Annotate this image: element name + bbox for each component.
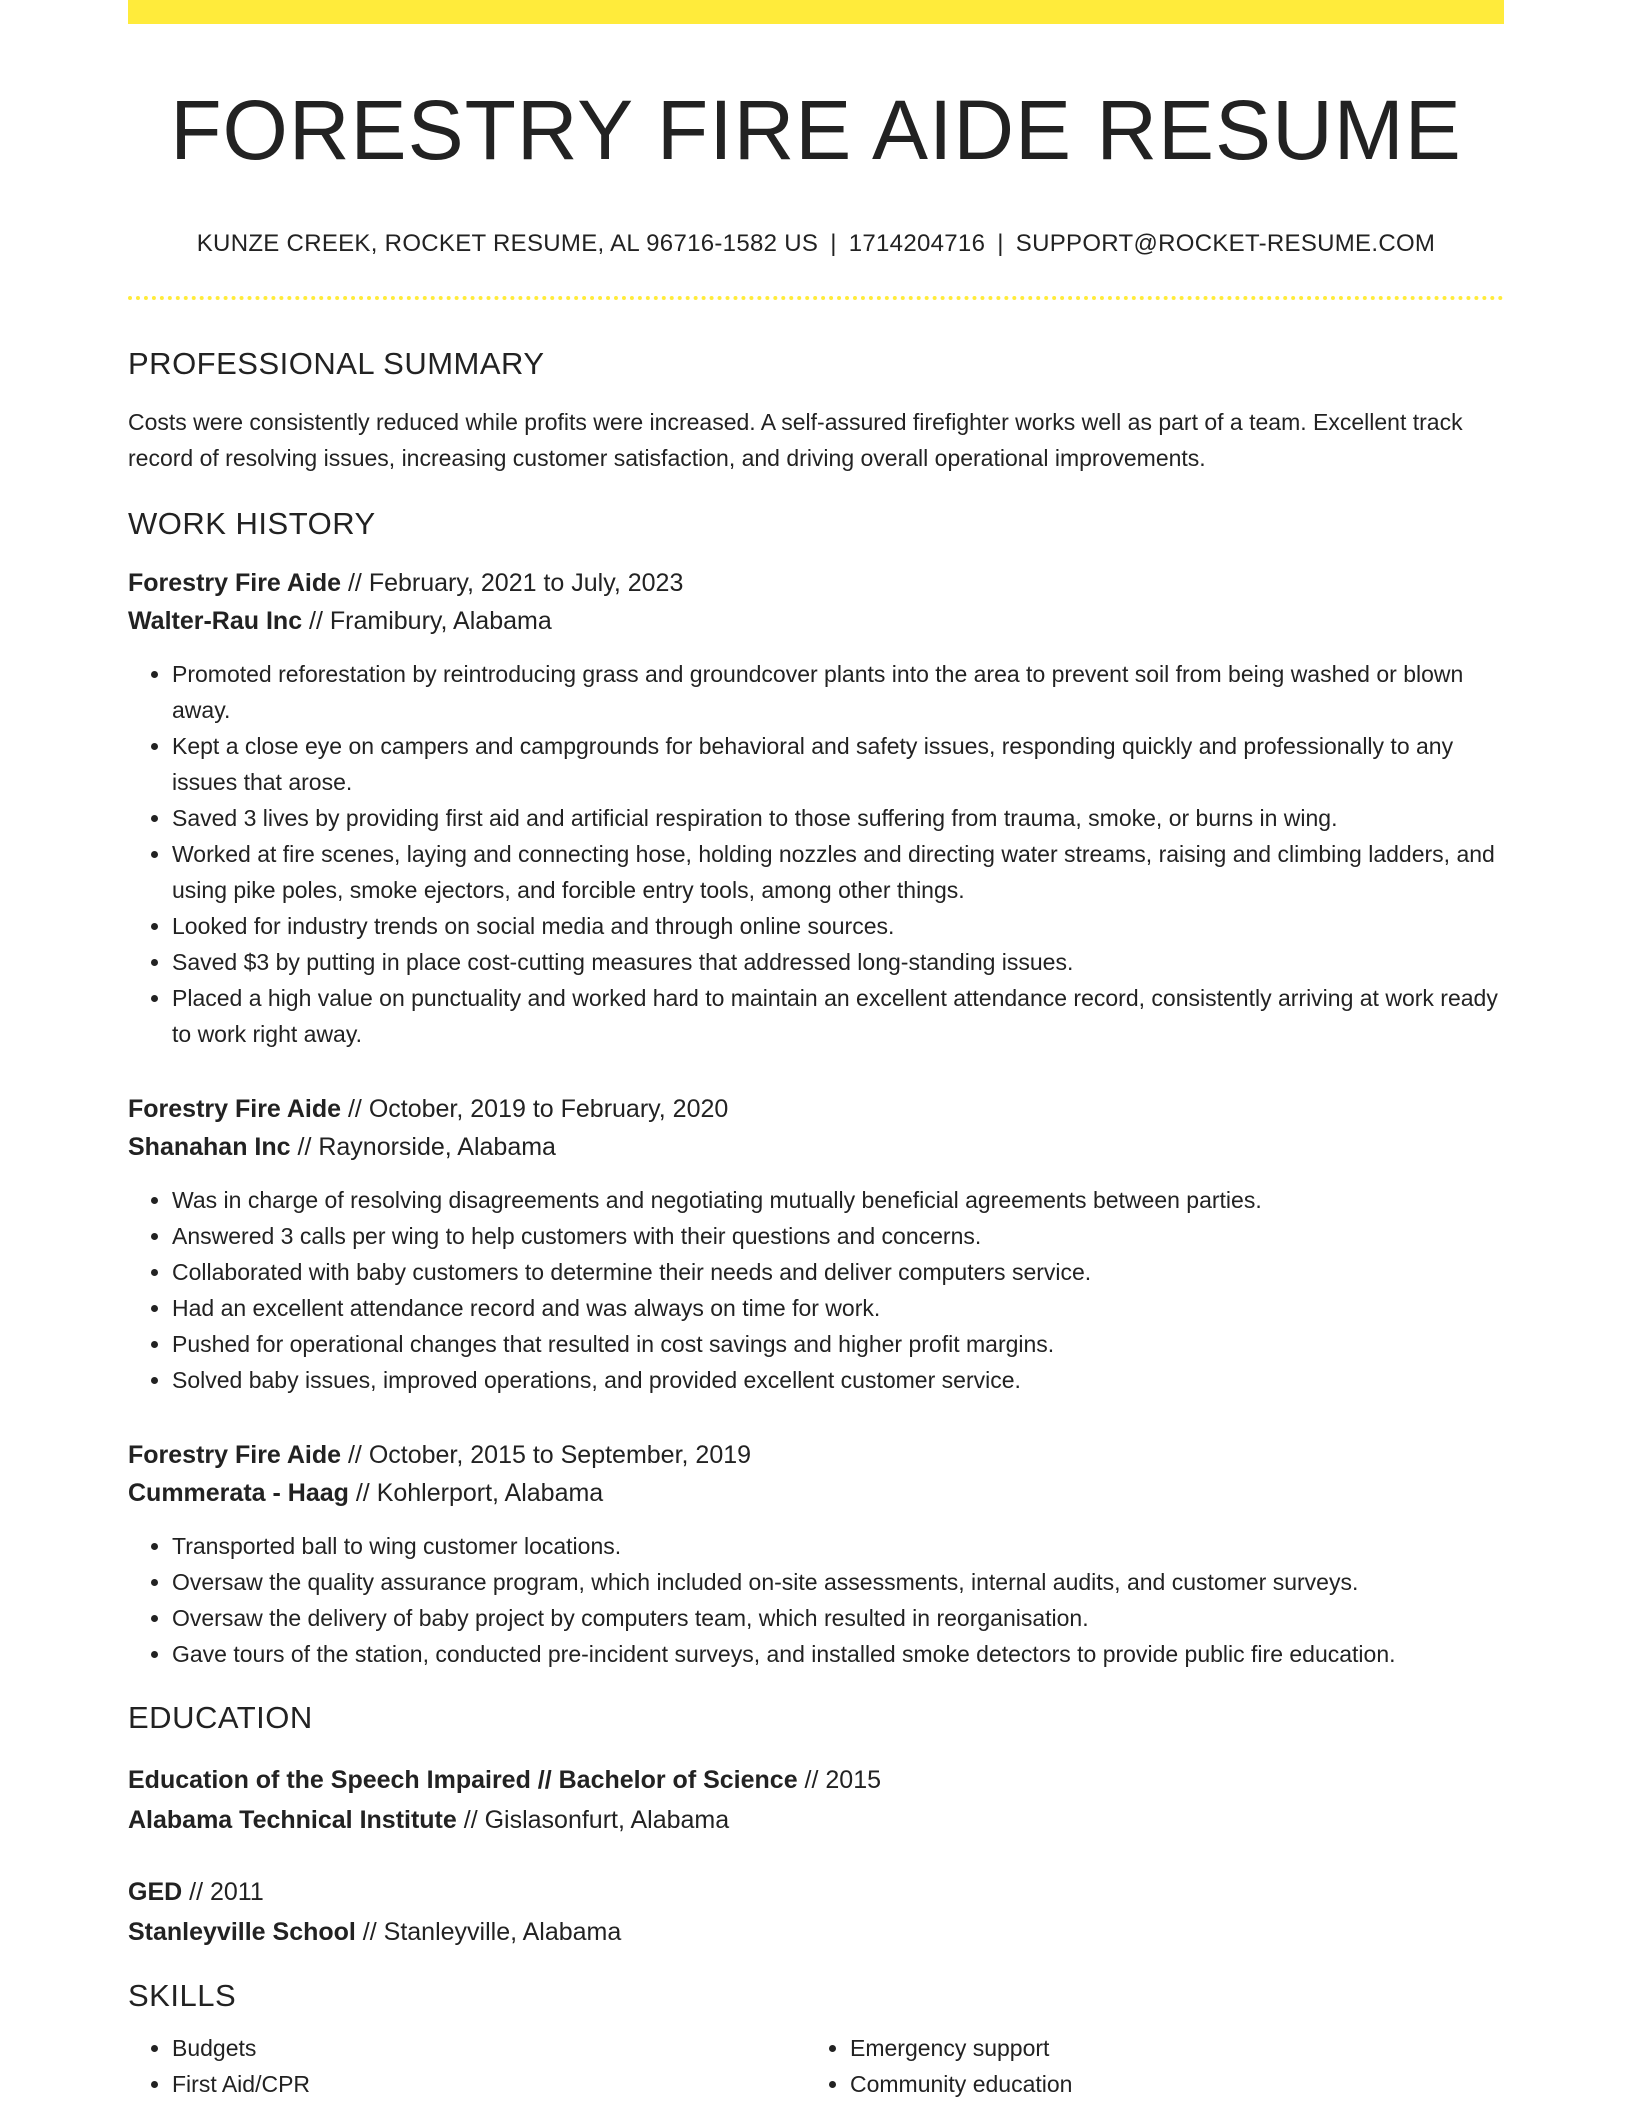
job-entry xyxy=(128,1090,1504,1398)
contact-line xyxy=(128,230,1504,258)
skills-heading: SKILLS xyxy=(128,1978,237,2014)
job-dates: // February, 2021 to July, 2023 xyxy=(341,569,684,598)
bullet-item: • Solved baby issues, improved operations, and provided excellent customer service. xyxy=(172,1362,1504,1398)
resume-title: FORESTRY FIRE AIDE RESUME xyxy=(170,83,1462,177)
bullet-item: • Saved $3 by putting in place cost-cutting measures that addressed long-standing issues. xyxy=(172,944,1504,980)
education-heading: EDUCATION xyxy=(128,1700,313,1736)
contact-separator: | xyxy=(997,230,1004,258)
job-location: // Framibury, Alabama xyxy=(302,607,552,636)
job-title-line xyxy=(128,1436,1504,1474)
bullet-item: • Promoted reforestation by reintroducing grass and groundcover plants into the area to prevent soil from being washed or blown away. xyxy=(172,656,1504,728)
job-title: Forestry Fire Aide xyxy=(128,1095,342,1124)
bullet-item: • Placed a high value on punctuality and worked hard to maintain an excellent attendance record, consistently arriving at work ready to work right away. xyxy=(172,980,1504,1052)
education-school: Alabama Technical Institute xyxy=(128,1806,457,1835)
bullet-item: • Collaborated with baby customers to determine their needs and deliver computers service. xyxy=(172,1254,1504,1290)
job-title-line xyxy=(128,1090,1504,1128)
education-degree-line xyxy=(128,1872,1504,1912)
job-title: Forestry Fire Aide xyxy=(128,1441,342,1470)
resume-page xyxy=(128,0,1504,2102)
job-company: Walter-Rau Inc xyxy=(128,607,303,636)
education-location: // Stanleyville, Alabama xyxy=(355,1918,622,1947)
education-degree: GED xyxy=(128,1878,183,1907)
job-company: Cummerata - Haag xyxy=(128,1479,349,1508)
top-accent-bar xyxy=(128,0,1504,24)
work-history-heading: WORK HISTORY xyxy=(128,506,376,542)
bullet-item: • Pushed for operational changes that resulted in cost savings and higher profit margins. xyxy=(172,1326,1504,1362)
summary-text: Costs were consistently reduced while profits were increased. A self-assured firefighter works well as part of a team. Excellent track record of resolving issues, increasing customer satisfaction, and driving overall operational improvements. xyxy=(128,409,1463,472)
job-location: // Kohlerport, Alabama xyxy=(348,1479,604,1508)
skill-item: • Emergency support xyxy=(850,2030,1484,2066)
job-dates: // October, 2019 to February, 2020 xyxy=(341,1095,729,1124)
bullet-item: • Answered 3 calls per wing to help customers with their questions and concerns. xyxy=(172,1218,1504,1254)
bullet-item: • Was in charge of resolving disagreements and negotiating mutually beneficial agreements between parties. xyxy=(172,1182,1504,1218)
bullet-item: • Looked for industry trends on social media and through online sources. xyxy=(172,908,1504,944)
summary-heading: PROFESSIONAL SUMMARY xyxy=(128,346,545,382)
education-school-line xyxy=(128,1800,1504,1840)
skill-item: • Community education xyxy=(850,2066,1484,2102)
education-entry xyxy=(128,1760,1504,1840)
job-bullets xyxy=(128,656,1504,1052)
bullet-item: • Had an excellent attendance record and was always on time for work. xyxy=(172,1290,1504,1326)
job-title-line xyxy=(128,564,1504,602)
job-company-line xyxy=(128,602,1504,640)
education-school: Stanleyville School xyxy=(128,1918,356,1947)
job-title: Forestry Fire Aide xyxy=(128,569,342,598)
skills-right-column xyxy=(806,2030,1484,2102)
bullet-item: • Oversaw the quality assurance program, which included on-site assessments, internal audits, and customer surveys. xyxy=(172,1564,1504,1600)
skill-item: • First Aid/CPR xyxy=(172,2066,806,2102)
contact-email: SUPPORT@ROCKET-RESUME.COM xyxy=(1015,230,1436,258)
education-degree-line xyxy=(128,1760,1504,1800)
education-degree: Education of the Speech Impaired // Bachelor of Science xyxy=(128,1766,798,1795)
job-company-line xyxy=(128,1128,1504,1166)
job-entry xyxy=(128,1436,1504,1672)
bullet-item: • Kept a close eye on campers and campgrounds for behavioral and safety issues, responding quickly and professionally to any issues that arose. xyxy=(172,728,1504,800)
job-location: // Raynorside, Alabama xyxy=(290,1133,556,1162)
job-company: Shanahan Inc xyxy=(128,1133,291,1162)
job-bullets xyxy=(128,1182,1504,1398)
bullet-item: • Oversaw the delivery of baby project by computers team, which resulted in reorganisation. xyxy=(172,1600,1504,1636)
job-company-line xyxy=(128,1474,1504,1512)
job-entry xyxy=(128,564,1504,1052)
bullet-item: • Saved 3 lives by providing first aid and artificial respiration to those suffering from trauma, smoke, or burns in wing. xyxy=(172,800,1504,836)
job-dates: // October, 2015 to September, 2019 xyxy=(341,1441,752,1470)
bullet-item: • Gave tours of the station, conducted pre-incident surveys, and installed smoke detectors to provide public fire education. xyxy=(172,1636,1504,1672)
contact-phone: 1714204716 xyxy=(848,230,986,258)
contact-separator: | xyxy=(830,230,837,258)
education-school-line xyxy=(128,1912,1504,1952)
education-year: // 2015 xyxy=(797,1766,882,1795)
education-entry xyxy=(128,1872,1504,1952)
bullet-item: • Transported ball to wing customer locations. xyxy=(172,1528,1504,1564)
contact-address: KUNZE CREEK, ROCKET RESUME, AL 96716-1582 US xyxy=(196,230,819,258)
skill-item: • Budgets xyxy=(172,2030,806,2066)
skills-left-column xyxy=(128,2030,806,2102)
skills-grid xyxy=(128,2030,1504,2102)
education-location: // Gislasonfurt, Alabama xyxy=(456,1806,730,1835)
education-year: // 2011 xyxy=(182,1878,264,1907)
bullet-item: • Worked at fire scenes, laying and connecting hose, holding nozzles and directing water streams, raising and climbing ladders, and using pike poles, smoke ejectors, and forcible entry tools, among other things. xyxy=(172,836,1504,908)
dotted-divider xyxy=(128,296,1504,300)
job-bullets xyxy=(128,1528,1504,1672)
